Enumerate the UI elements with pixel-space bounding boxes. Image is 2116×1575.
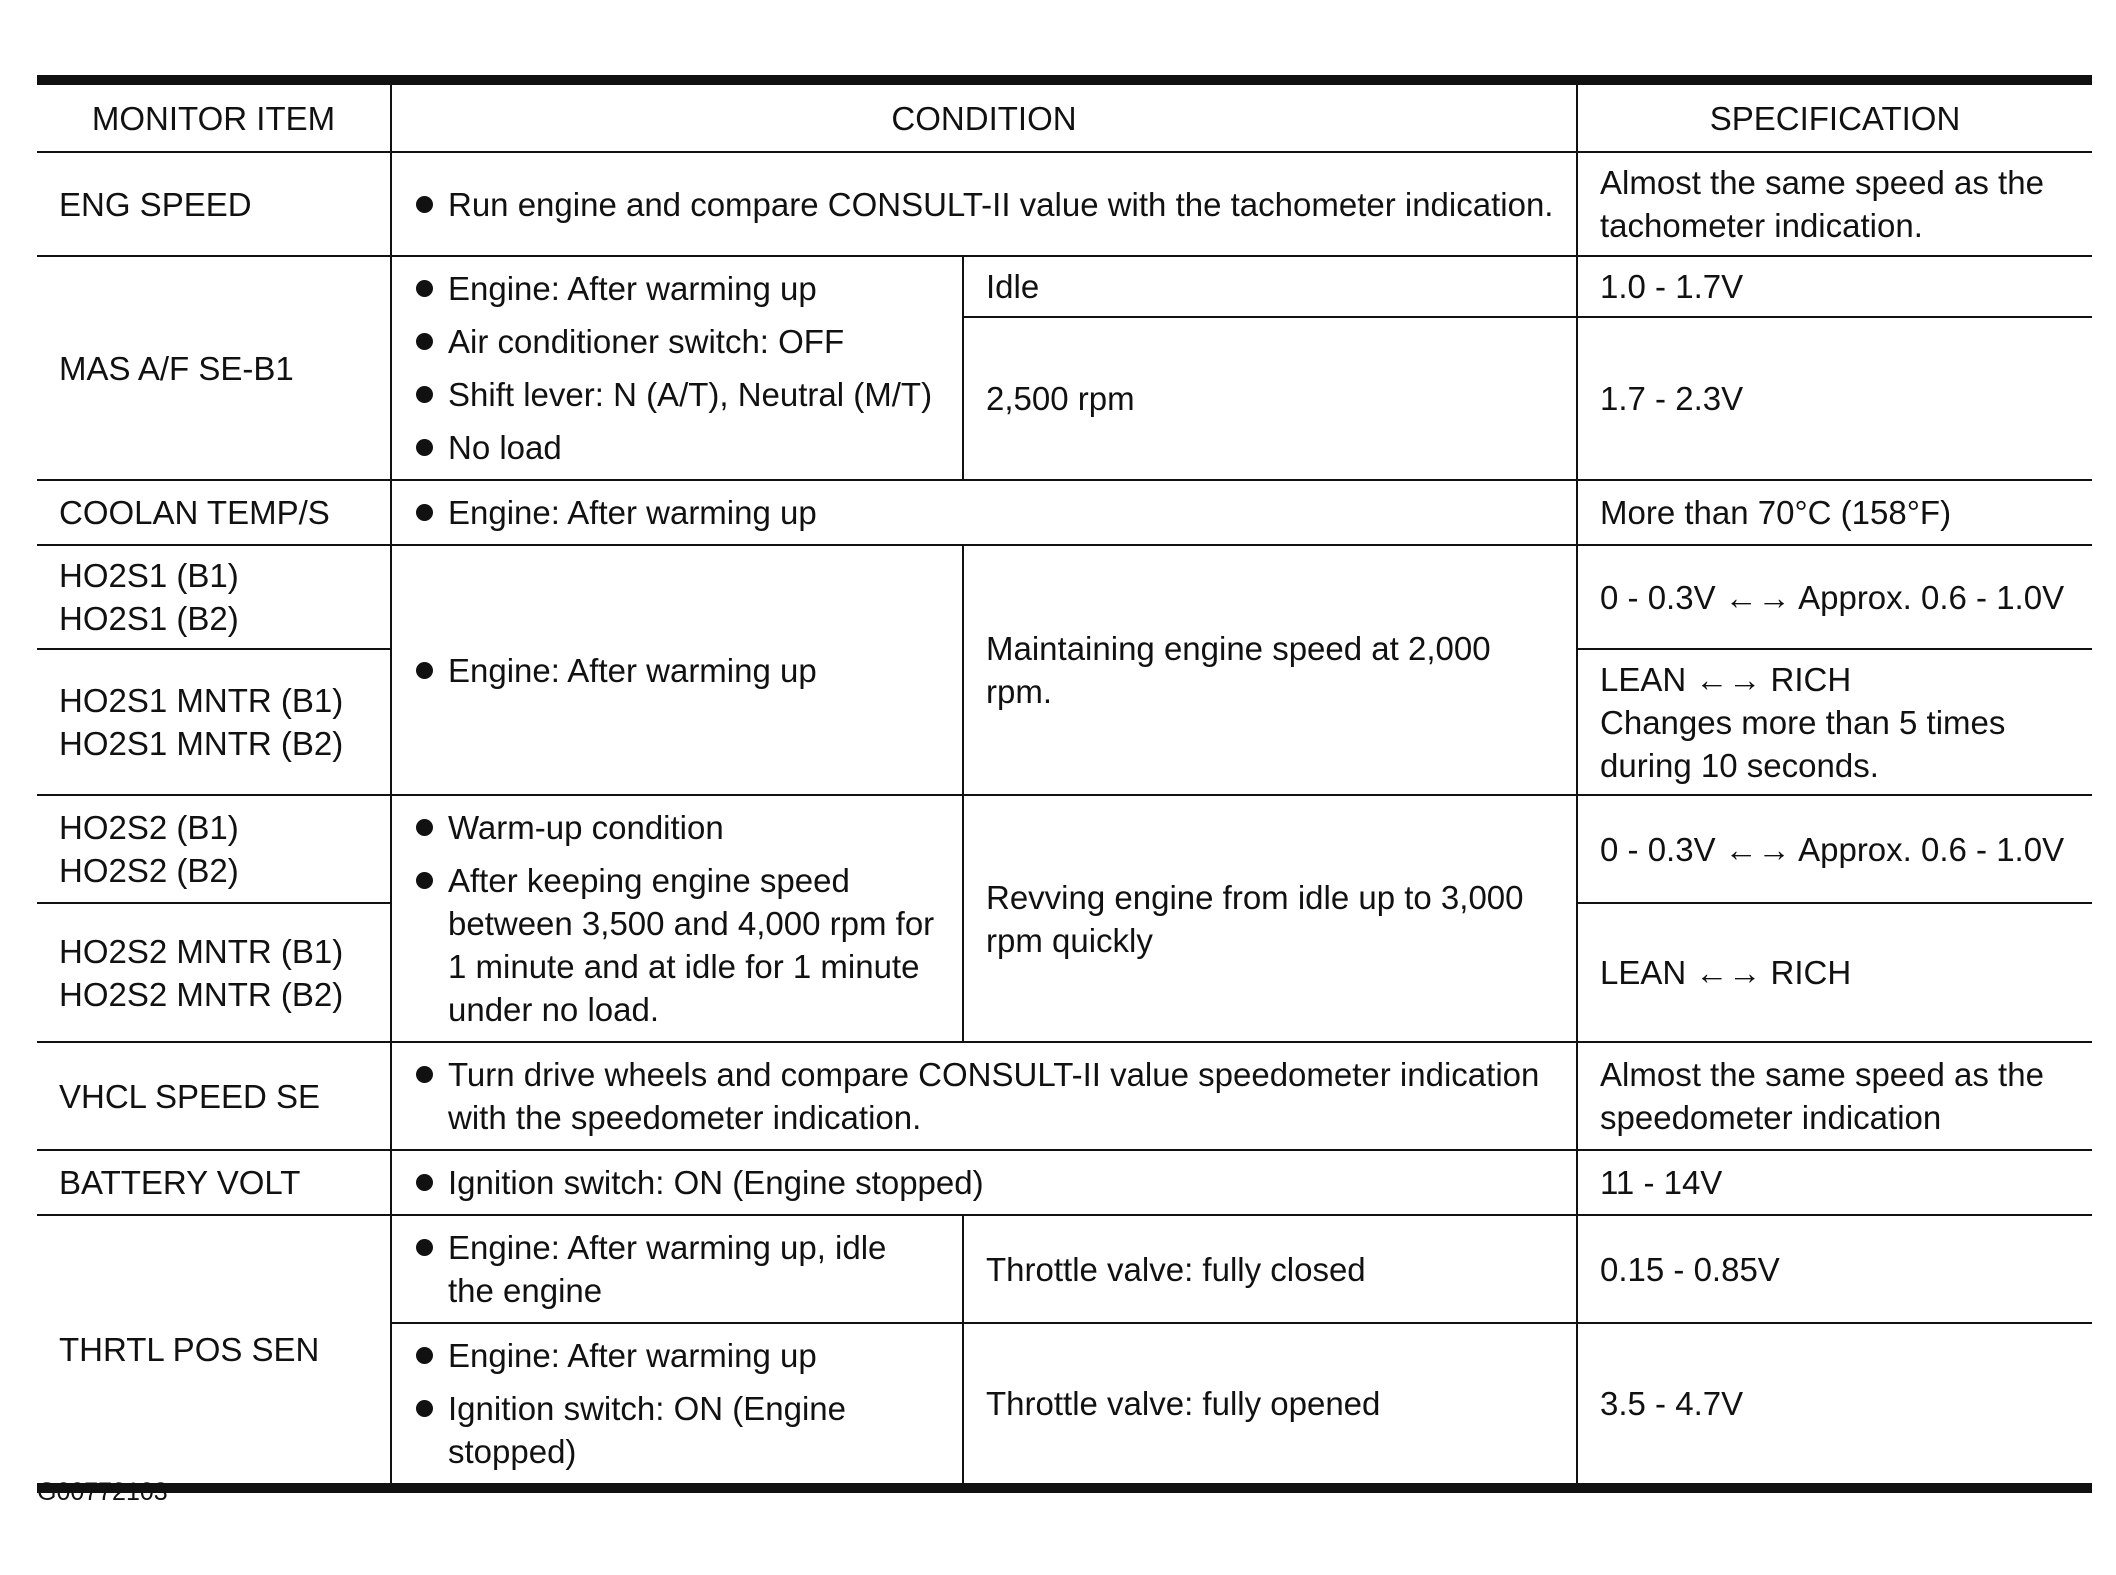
condition-cell bbox=[391, 1215, 963, 1323]
table-row bbox=[37, 152, 2092, 256]
bullet-icon bbox=[416, 333, 433, 350]
spec-cell: 11 - 14V bbox=[1577, 1150, 2092, 1215]
condition-bullet: Shift lever: N (A/T), Neutral (M/T) bbox=[414, 373, 940, 416]
spec-cell: 0.15 - 0.85V bbox=[1577, 1215, 2092, 1323]
monitor-item-cell: HO2S2 MNTR (B1) HO2S2 MNTR (B2) bbox=[37, 903, 391, 1042]
spec-cell: 1.7 - 2.3V bbox=[1577, 317, 2092, 480]
sub-condition-cell: Maintaining engine speed at 2,000 rpm. bbox=[963, 545, 1577, 795]
condition-cell bbox=[391, 1323, 963, 1488]
condition-bullet: Turn drive wheels and compare CONSULT-II value speedometer indication with the speedometer indication. bbox=[414, 1053, 1554, 1139]
monitor-spec-sheet bbox=[37, 75, 2092, 1493]
bullet-icon bbox=[416, 1066, 433, 1083]
spec-cell: 0 - 0.3V ←→ Approx. 0.6 - 1.0V bbox=[1577, 545, 2092, 649]
sub-condition-cell: 2,500 rpm bbox=[963, 317, 1577, 480]
condition-cell bbox=[391, 545, 963, 795]
sub-condition-cell: Revving engine from idle up to 3,000 rpm quickly bbox=[963, 795, 1577, 1042]
monitor-item-cell: ENG SPEED bbox=[37, 152, 391, 256]
spec-cell: Almost the same speed as the tachometer indication. bbox=[1577, 152, 2092, 256]
bullet-icon bbox=[416, 504, 433, 521]
spec-cell: LEAN ←→ RICH bbox=[1577, 903, 2092, 1042]
condition-bullet: Engine: After warming up bbox=[414, 267, 940, 310]
header-specification: SPECIFICATION bbox=[1577, 80, 2092, 152]
condition-bullet: Engine: After warming up, idle the engine bbox=[414, 1226, 940, 1312]
header-monitor-item: MONITOR ITEM bbox=[37, 80, 391, 152]
monitor-spec-table bbox=[37, 75, 2092, 1493]
condition-bullet: Air conditioner switch: OFF bbox=[414, 320, 940, 363]
condition-bullet: No load bbox=[414, 426, 940, 469]
spec-cell: 1.0 - 1.7V bbox=[1577, 256, 2092, 317]
condition-cell bbox=[391, 480, 1577, 545]
table-row bbox=[37, 480, 2092, 545]
spec-cell: 3.5 - 4.7V bbox=[1577, 1323, 2092, 1488]
condition-bullet: After keeping engine speed between 3,500 and 4,000 rpm for 1 minute and at idle for 1 minute under no load. bbox=[414, 859, 940, 1031]
condition-cell bbox=[391, 1150, 1577, 1215]
table-row bbox=[37, 795, 2092, 903]
spec-cell: 0 - 0.3V ←→ Approx. 0.6 - 1.0V bbox=[1577, 795, 2092, 903]
table-row bbox=[37, 545, 2092, 649]
header-row bbox=[37, 80, 2092, 152]
condition-bullet: Ignition switch: ON (Engine stopped) bbox=[414, 1387, 940, 1473]
bullet-icon bbox=[416, 386, 433, 403]
bullet-icon bbox=[416, 280, 433, 297]
monitor-item-cell: MAS A/F SE-B1 bbox=[37, 256, 391, 480]
monitor-item-cell: HO2S1 (B1) HO2S1 (B2) bbox=[37, 545, 391, 649]
bullet-icon bbox=[416, 872, 433, 889]
spec-cell: More than 70°C (158°F) bbox=[1577, 480, 2092, 545]
table-row bbox=[37, 1150, 2092, 1215]
table-row bbox=[37, 1042, 2092, 1150]
monitor-item-cell: HO2S1 MNTR (B1) HO2S1 MNTR (B2) bbox=[37, 649, 391, 795]
header-condition: CONDITION bbox=[391, 80, 1577, 152]
condition-cell bbox=[391, 152, 1577, 256]
monitor-item-cell: VHCL SPEED SE bbox=[37, 1042, 391, 1150]
condition-cell bbox=[391, 256, 963, 480]
bullet-icon bbox=[416, 196, 433, 213]
monitor-item-cell: COOLAN TEMP/S bbox=[37, 480, 391, 545]
monitor-item-cell: HO2S2 (B1) HO2S2 (B2) bbox=[37, 795, 391, 903]
sub-condition-cell: Throttle valve: fully opened bbox=[963, 1323, 1577, 1488]
table-row bbox=[37, 256, 2092, 317]
figure-id: G00772103 bbox=[37, 1478, 168, 1506]
condition-bullet: Run engine and compare CONSULT-II value with the tachometer indication. bbox=[414, 183, 1554, 226]
bullet-icon bbox=[416, 439, 433, 456]
spec-cell: Almost the same speed as the speedometer indication bbox=[1577, 1042, 2092, 1150]
bullet-icon bbox=[416, 1239, 433, 1256]
condition-bullet: Engine: After warming up bbox=[414, 491, 1554, 534]
condition-cell bbox=[391, 1042, 1577, 1150]
monitor-item-cell: THRTL POS SEN bbox=[37, 1215, 391, 1488]
condition-bullet: Ignition switch: ON (Engine stopped) bbox=[414, 1161, 1554, 1204]
bullet-icon bbox=[416, 819, 433, 836]
sub-condition-cell: Idle bbox=[963, 256, 1577, 317]
condition-bullet: Engine: After warming up bbox=[414, 649, 940, 692]
monitor-item-cell: BATTERY VOLT bbox=[37, 1150, 391, 1215]
bullet-icon bbox=[416, 1174, 433, 1191]
sub-condition-cell: Throttle valve: fully closed bbox=[963, 1215, 1577, 1323]
bullet-icon bbox=[416, 1347, 433, 1364]
spec-cell: LEAN ←→ RICH Changes more than 5 times during 10 seconds. bbox=[1577, 649, 2092, 795]
condition-bullet: Engine: After warming up bbox=[414, 1334, 940, 1377]
condition-bullet: Warm-up condition bbox=[414, 806, 940, 849]
bullet-icon bbox=[416, 1400, 433, 1417]
bullet-icon bbox=[416, 662, 433, 679]
table-row bbox=[37, 1215, 2092, 1323]
condition-cell bbox=[391, 795, 963, 1042]
